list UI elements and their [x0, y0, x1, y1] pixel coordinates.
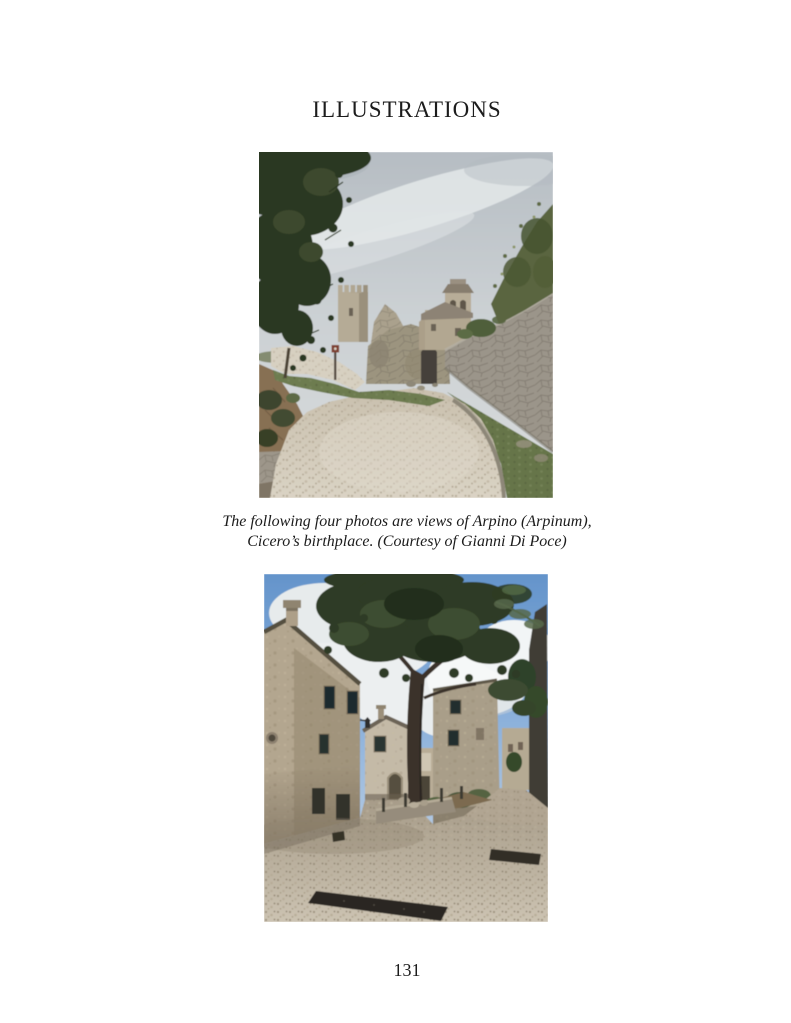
page-title: ILLUSTRATIONS: [312, 97, 502, 122]
dark-archway: [421, 346, 437, 384]
caption-line-1: The following four photos are views of Arpino (Arpinum),: [222, 513, 592, 530]
caption: [23, 512, 791, 551]
page-number: 131: [393, 960, 421, 980]
watchtower: [338, 285, 368, 342]
photo-arpino-acropolis: [259, 152, 553, 498]
caption-line-2: Cicero’s birthplace. (Courtesy of Gianni Di Poce): [247, 532, 567, 550]
photo-arpino-acropolis-art: [259, 152, 553, 498]
photo-arpino-lane-art: [264, 574, 548, 922]
photo-arpino-lane: [264, 574, 548, 922]
